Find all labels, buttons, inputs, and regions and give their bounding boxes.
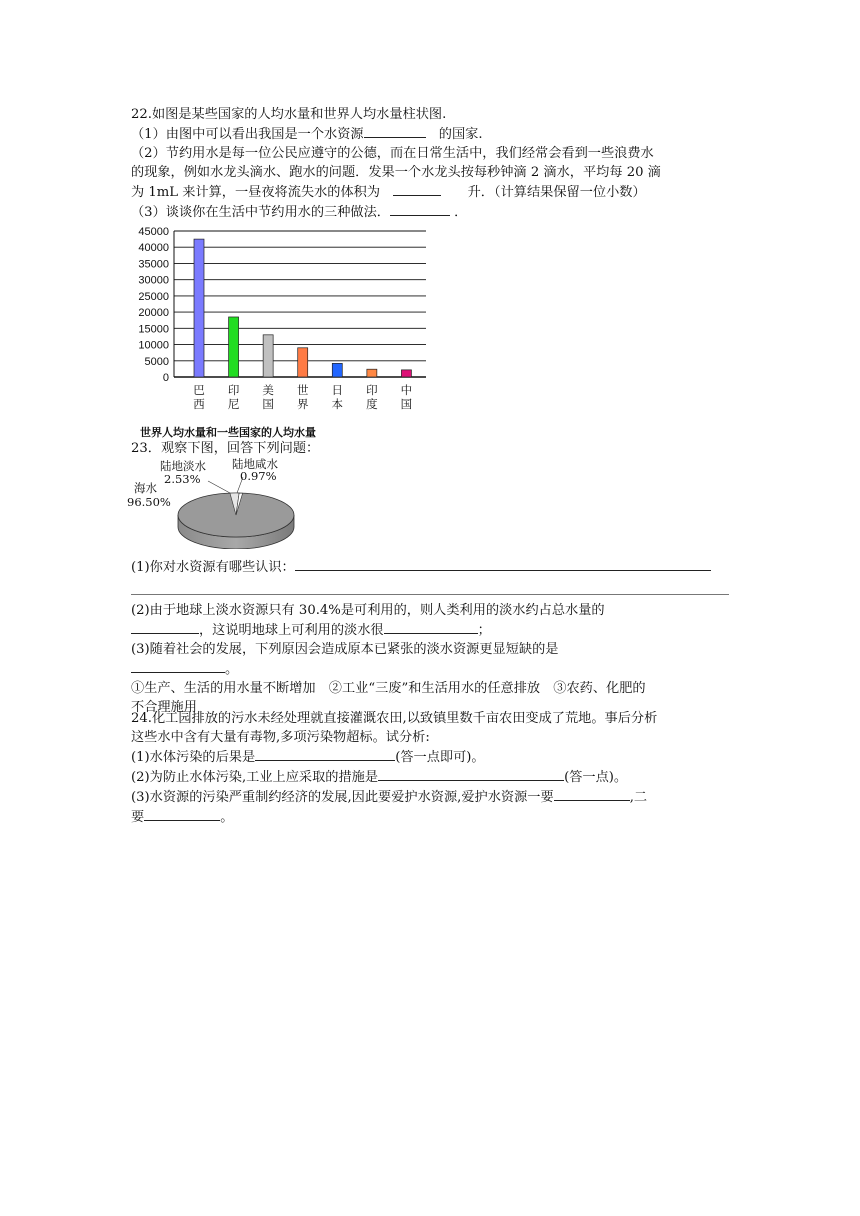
q23-options-line1: ①生产、生活的用水量不断增加 ②工业“三废”和生活用水的任意排放 ③农药、化肥的	[131, 681, 646, 696]
pie-percent-salt: 0.97%	[240, 469, 277, 483]
bar-chart-y-tick-label: 25000	[138, 290, 169, 303]
q23-part2-line1: (2)由于地球上淡水资源只有 30.4%是可利用的，则人类利用的淡水约占总水量的	[131, 603, 605, 618]
bar-category-label: 美国	[262, 383, 274, 411]
bar-category-label: 巴西	[193, 383, 205, 411]
q22-part3: （3）谈谈你在生活中节约用水的三种做法． ．	[131, 202, 731, 222]
pie-percent-sea: 96.50%	[127, 495, 171, 509]
bar-chart-bars	[194, 239, 411, 377]
bar-chart-y-tick-label: 40000	[138, 242, 169, 255]
pie-label-fresh: 陆地淡水	[160, 459, 206, 473]
q24-part3-line1: (3)水资源的污染严重制约经济的发展,因此要爱护水资源,爱护水资源一要 ,二	[131, 787, 731, 807]
q23-blank-3[interactable]	[384, 620, 478, 634]
q23-part1: (1)你对水资源有哪些认识：	[131, 557, 731, 577]
bar-category-label: 印度	[366, 383, 378, 411]
bar-category-label: 世界	[296, 383, 309, 411]
bar-chart-y-tick-label: 30000	[138, 274, 169, 287]
q23-part3-line2: 。	[131, 659, 731, 679]
water-distribution-pie-chart	[126, 457, 301, 549]
q23-blank-1-continued[interactable]	[131, 581, 729, 595]
bar-1	[194, 239, 204, 377]
bar-2	[229, 317, 239, 377]
q24-blank-4[interactable]	[144, 807, 220, 821]
q22-part2-line3: 为 1mL 来计算，一昼夜将流失水的体积为 升．（计算结果保留一位小数）	[131, 182, 731, 202]
bar-3	[263, 335, 273, 377]
question-24	[131, 709, 731, 827]
bar-chart-y-tick-label: 15000	[138, 323, 169, 336]
q23-blank-2[interactable]	[131, 620, 199, 634]
q24-blank-1[interactable]	[255, 747, 395, 761]
bar-category-label: 印尼	[227, 383, 240, 411]
q22-blank-2[interactable]	[393, 182, 441, 196]
bar-chart-y-tick-label: 10000	[138, 339, 169, 352]
question-22	[131, 105, 731, 222]
q22-title: 22.如图是某些国家的人均水量和世界人均水量柱状图.	[131, 107, 447, 122]
bar-category-label: 日本	[331, 383, 344, 411]
water-per-capita-bar-chart	[128, 222, 438, 442]
q23-title: 23．观察下图，回答下列问题：	[131, 441, 320, 456]
q22-blank-1[interactable]	[364, 124, 426, 138]
q23-blank-4[interactable]	[131, 659, 225, 673]
bar-chart-y-tick-label: 45000	[138, 226, 169, 238]
bar-chart-y-tick-label: 35000	[138, 258, 169, 271]
q24-part2: (2)为防止水体污染,工业上应采取的措施是 (答一点)。	[131, 767, 731, 787]
pie-label-salt: 陆地咸水	[232, 457, 278, 471]
pie-percent-fresh: 2.53%	[164, 472, 201, 486]
q24-blank-2[interactable]	[378, 767, 564, 781]
q24-blank-3[interactable]	[554, 787, 630, 801]
q23-part3-line1: (3)随着社会的发展，下列原因会造成原本已紧张的淡水资源更显短缺的是	[131, 642, 559, 657]
bar-7	[401, 370, 411, 377]
q23-options-line2: 不合理施用	[131, 700, 197, 715]
q24-title-line2: 这些水中含有大量有毒物,多项污染物超标。试分析:	[131, 730, 430, 745]
bar-chart-title: 世界人均水量和一些国家的人均水量	[140, 426, 316, 439]
q22-part2-line2: 的现象，例如水龙头滴水、跑水的问题．发果一个水龙头按每秒钟滴 2 滴水，平均每 20 滴	[131, 165, 661, 180]
bar-4	[298, 348, 308, 377]
bar-chart-categories	[193, 383, 412, 411]
q24-title-line1: 24.化工园排放的污水未经处理就直接灌溉农田,以致镇里数千亩农田变成了荒地。事后分析	[131, 711, 658, 726]
bar-chart-y-tick-label: 0	[162, 372, 169, 384]
q23-part1-extra-line	[131, 581, 731, 597]
bar-5	[332, 363, 342, 377]
q23-blank-1[interactable]	[295, 557, 711, 571]
bar-category-label: 中国	[400, 383, 413, 411]
bar-6	[367, 369, 377, 377]
bar-chart-y-tick-label: 5000	[144, 355, 169, 368]
q24-part1: (1)水体污染的后果是 (答一点即可)。	[131, 747, 731, 767]
q22-part1: （1）由图中可以看出我国是一个水资源 的国家.	[131, 124, 731, 144]
bar-chart-y-tick-label: 20000	[138, 307, 169, 320]
q22-part2-line1: （2）节约用水是每一位公民应遵守的公德，而在日常生活中，我们经常会看到一些浪费水	[131, 146, 654, 161]
pie-label-sea: 海水	[134, 481, 157, 495]
question-23-body	[131, 553, 731, 717]
q22-blank-3[interactable]	[390, 202, 450, 216]
q24-part3-line2: 要 。	[131, 807, 731, 827]
pie-leader-fresh	[208, 481, 230, 493]
question-23	[131, 439, 731, 458]
q23-part2-line2: ，这说明地球上可利用的淡水很 ；	[131, 620, 731, 640]
bar-chart-y-ticks	[138, 226, 169, 384]
